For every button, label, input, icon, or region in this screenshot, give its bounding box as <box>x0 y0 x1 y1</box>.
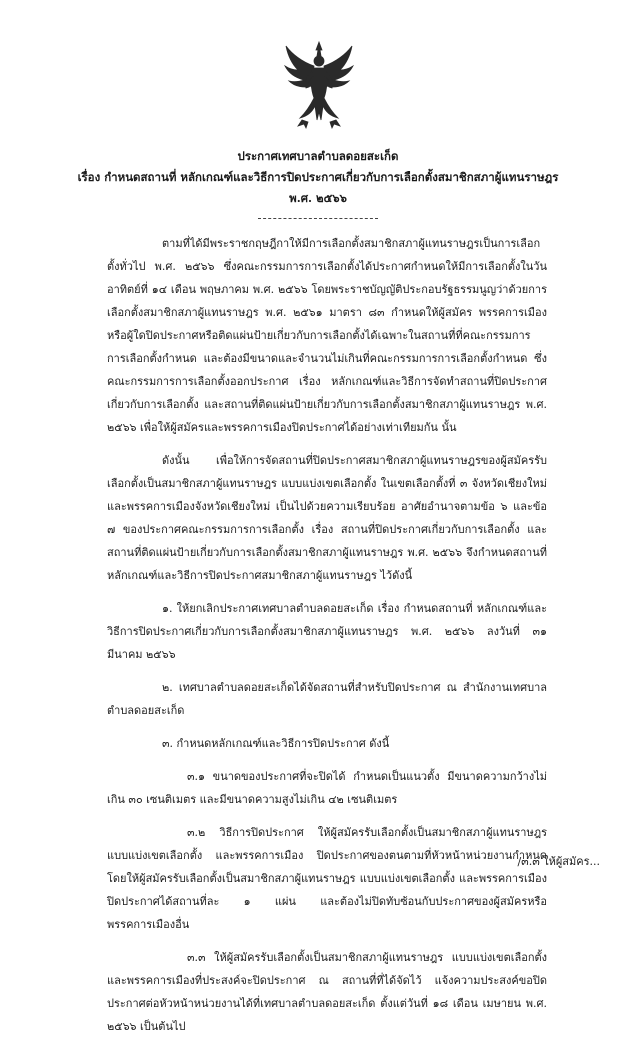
sub-item-3-1: ๓.๑ ขนาดของประกาศที่จะปิดได้ กำหนดเป็นแนวตั้ง มีขนาดความกว้างไม่เกิน ๓๐ เซนติเมตร และมีขนาดความสูงไม่เกิน ๔๒ เซนติเมตร <box>107 770 547 806</box>
announcement-year: พ.ศ. ๒๕๖๖ <box>289 191 347 205</box>
garuda-emblem-icon <box>284 40 354 130</box>
sub-item-3-2: ๓.๒ วิธีการปิดประกาศ ให้ผู้สมัครรับเลือกตั้งเป็นสมาชิกสภาผู้แทนราษฎร แบบแบ่งเขตเลือกตั้ง และพรรคการเมือง ปิดประกาศของตนตามที่หัวหน้าหน่วยงานกำหนด โดยให้ผู้สมัครรับเลือกตั้งเป็นสมาชิกสภาผู้แทนราษฎร แบบแบ่งเขตเลือกตั้ง และพรรคการเมือง ปิดประกาศได้สถานที่ละ ๑ แผ่น และต้องไม่ปิดทับซ้อนกับประกาศของผู้สมัครหรือพรรคการเมืองอื่น <box>107 826 547 931</box>
paragraph-preamble: ตามที่ได้มีพระราชกฤษฎีกาให้มีการเลือกตั้งสมาชิกสภาผู้แทนราษฎรเป็นการเลือกตั้งทั่วไป พ.ศ. ๒๕๖๖ ซึ่งคณะกรรมการการเลือกตั้งได้ประกาศกำหนดให้มีการเลือกตั้งในวันอาทิตย์ที่ ๑๔ เดือน พฤษภาคม พ.ศ. ๒๕๖๖ โดยพระราชบัญญัติประกอบรัฐธรรมนูญว่าด้วยการเลือกตั้งสมาชิกสภาผู้แทนราษฎร พ.ศ. ๒๕๖๑ มาตรา ๘๓ กำหนดให้ผู้สมัคร พรรคการเมือง หรือผู้ใดปิดประกาศหรือติดแผ่นป้ายเกี่ยวกับการเลือกตั้งได้เฉพาะในสถานที่ที่คณะกรรมการการเลือกตั้งกำหนด และต้องมีขนาดและจำนวนไม่เกินที่คณะกรรมการการเลือกตั้งกำหนด ซึ่งคณะกรรมการการเลือกตั้งออกประกาศ เรื่อง หลักเกณฑ์และวิธีการจัดทำสถานที่ปิดประกาศเกี่ยวกับการเลือกตั้ง และสถานที่ติดแผ่นป้ายเกี่ยวกับการเลือกตั้งสมาชิกสภาผู้แทนราษฎร พ.ศ. ๒๕๖๖ เพื่อให้ผู้สมัครและพรรคการเมืองปิดประกาศได้อย่างเท่าเทียมกัน นั้น <box>107 237 547 434</box>
paragraph-item-3: ๓. กำหนดหลักเกณฑ์และวิธีการปิดประกาศ ดังนี้ <box>162 737 390 750</box>
announcement-subject: เรื่อง กำหนดสถานที่ หลักเกณฑ์และวิธีการปิดประกาศเกี่ยวกับการเลือกตั้งสมาชิกสภาผู้แทนราษฎร <box>77 170 559 184</box>
separator-line <box>258 218 378 219</box>
paragraph-item-1: ๑. ให้ยกเลิกประกาศเทศบาลตำบลดอยสะเก็ด เรื่อง กำหนดสถานที่ หลักเกณฑ์และวิธีการปิดประกาศเกี่ยวกับการเลือกตั้งสมาชิกสภาผู้แทนราษฎร พ.ศ. ๒๕๖๖ ลงวันที่ ๓๑ มีนาคม ๒๕๖๖ <box>107 602 547 661</box>
announcement-title: ประกาศเทศบาลตำบลดอยสะเก็ด <box>237 149 399 163</box>
paragraph-authority: ดังนั้น เพื่อให้การจัดสถานที่ปิดประกาศสมาชิกสภาผู้แทนราษฎรของผู้สมัครรับเลือกตั้งเป็นสมาชิกสภาผู้แทนราษฎร แบบแบ่งเขตเลือกตั้ง ในเขตเลือกตั้งที่ ๓ จังหวัดเชียงใหม่ และพรรคการเมืองจังหวัดเชียงใหม่ เป็นไปด้วยความเรียบร้อย อาศัยอำนาจตามข้อ ๖ และข้อ ๗ ของประกาศคณะกรรมการการเลือกตั้ง เรื่อง สถานที่ปิดประกาศเกี่ยวกับการเลือกตั้ง และสถานที่ติดแผ่นป้ายเกี่ยวกับการเลือกตั้งสมาชิกสภาผู้แทนราษฎร พ.ศ. ๒๕๖๖ จึงกำหนดสถานที่หลักเกณฑ์และวิธีการปิดประกาศสมาชิกสภาผู้แทนราษฎร ไว้ดังนี้ <box>107 454 547 582</box>
sub-item-3-3: ๓.๓ ให้ผู้สมัครรับเลือกตั้งเป็นสมาชิกสภาผู้แทนราษฎร แบบแบ่งเขตเลือกตั้ง และพรรคการเมืองที่ประสงค์จะปิดประกาศ ณ สถานที่ที่ได้จัดไว้ แจ้งความประสงค์ขอปิดประกาศต่อหัวหน้าหน่วยงานได้ที่เทศบาลตำบลดอยสะเก็ด ตั้งแต่วันที่ ๑๘ เดือน เมษายน พ.ศ. ๒๕๖๖ เป็นต้นไป <box>107 951 547 1033</box>
paragraph-item-2: ๒. เทศบาลตำบลดอยสะเก็ดได้จัดสถานที่สำหรับปิดประกาศ ณ สำนักงานเทศบาลตำบลดอยสะเก็ด <box>107 681 547 717</box>
document-body <box>107 232 547 1038</box>
continuation-note: /๓.๓ ให้ผู้สมัคร... <box>517 855 600 868</box>
